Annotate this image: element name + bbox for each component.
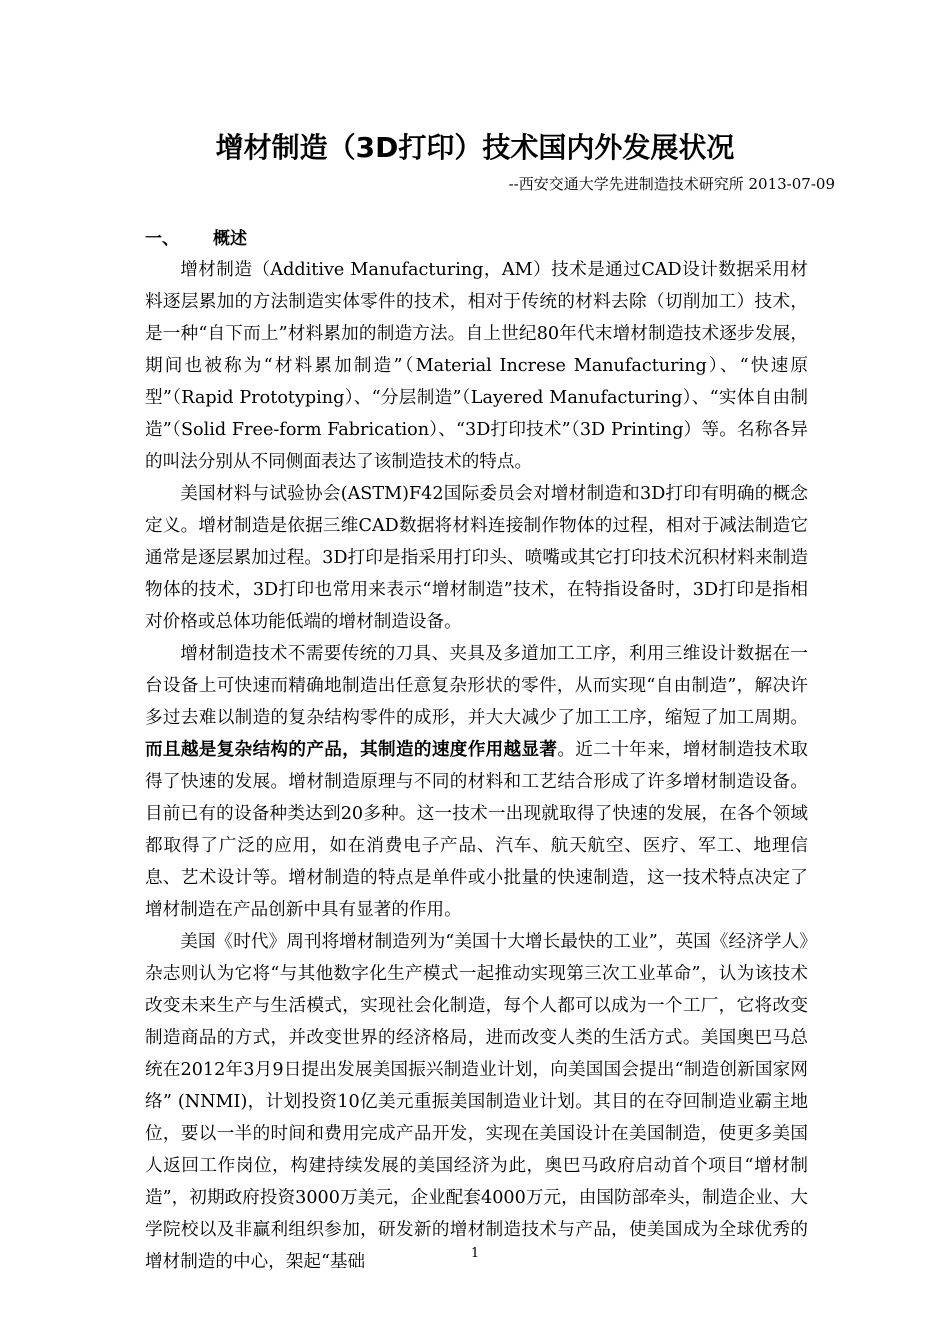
section-number: 一、 — [145, 229, 179, 249]
paragraph-3-text-after: 。近二十年来，增材制造技术取得了快速的发展。增材制造原理与不同的材料和工艺结合形成了许多增材制造设备。目前已有的设备种类达到20多种。这一技术一出现就取得了快速的发展，在各个领域都取得了广泛的应用，如在消费电子产品、汽车、航天航空、医疗、军工、地理信息、艺术设计等。增材制造的特点是单件或小批量的快速制造，这一技术特点决定了增材制造在产品创新中具有显著的作用。 — [145, 740, 808, 920]
paragraph-3-text-before: 增材制造技术不需要传统的刀具、夹具及多道加工工序，利用三维设计数据在一台设备上可快速而精确地制造出任意复杂形状的零件，从而实现“自由制造”，解决许多过去难以制造的复杂结构零件的成形，并大大减少了加工工序，缩短了加工周期。 — [145, 644, 808, 728]
section-heading — [145, 226, 247, 252]
paragraph-4: 美国《时代》周刊将增材制造列为“美国十大增长最快的工业”，英国《经济学人》杂志则认为它将“与其他数字化生产模式一起推动实现第三次工业革命”，认为该技术改变未来生产与生活模式，实现社会化制造，每个人都可以成为一个工厂，它将改变制造商品的方式，并改变世界的经济格局，进而改变人类的生活方式。美国奥巴马总统在2012年3月9日提出发展美国振兴制造业计划，向美国国会提出“制造创新国家网络” (NNMI)，计划投资10亿美元重振美国制造业计划。其目的在夺回制造业霸主地位，要以一半的时间和费用完成产品开发，实现在美国设计在美国制造，使更多美国人返回工作岗位，构建持续发展的美国经济为此，奥巴马政府启动首个项目“增材制造”，初期政府投资3000万美元，企业配套4000万元，由国防部牵头，制造企业、大学院校以及非赢利组织参加，研发新的增材制造技术与产品，使美国成为全球优秀的增材制造的中心，架起“基础 — [145, 932, 808, 1272]
paragraph-3 — [145, 638, 808, 926]
page-number: 1 — [470, 1246, 480, 1261]
document-subtitle: --西安交通大学先进制造技术研究所 2013-07-09 — [508, 175, 835, 193]
section-title: 概述 — [213, 229, 247, 249]
body-text — [145, 254, 808, 1278]
paragraph-1: 增材制造（Additive Manufacturing，AM）技术是通过CAD设计数据采用材料逐层累加的方法制造实体零件的技术，相对于传统的材料去除（切削加工）技术，是一种“自下而上”材料累加的制造方法。自上世纪80年代末增材制造技术逐步发展，期间也被称为“材料累加制造”（Material Increse Manufacturing）、“快速原型”（Rapid Prototyping）、“分层制造”（Layered Manufacturing）、“实体自由制造”（Solid Free-form Fabrication）、“3D打印技术”（3D Printing）等。名称各异的叫法分别从不同侧面表达了该制造技术的特点。 — [145, 260, 808, 472]
paragraph-3-bold-text: 而且越是复杂结构的产品，其制造的速度作用越显著 — [145, 740, 558, 760]
paragraph-2: 美国材料与试验协会(ASTM)F42国际委员会对增材制造和3D打印有明确的概念定义。增材制造是依据三维CAD数据将材料连接制作物体的过程，相对于减法制造它通常是逐层累加过程。3D打印是指采用打印头、喷嘴或其它打印技术沉积材料来制造物体的技术，3D打印也常用来表示“增材制造”技术，在特指设备时，3D打印是指相对价格或总体功能低端的增材制造设备。 — [145, 484, 808, 632]
document-title: 增材制造（3D打印）技术国内外发展状况 — [215, 131, 735, 164]
